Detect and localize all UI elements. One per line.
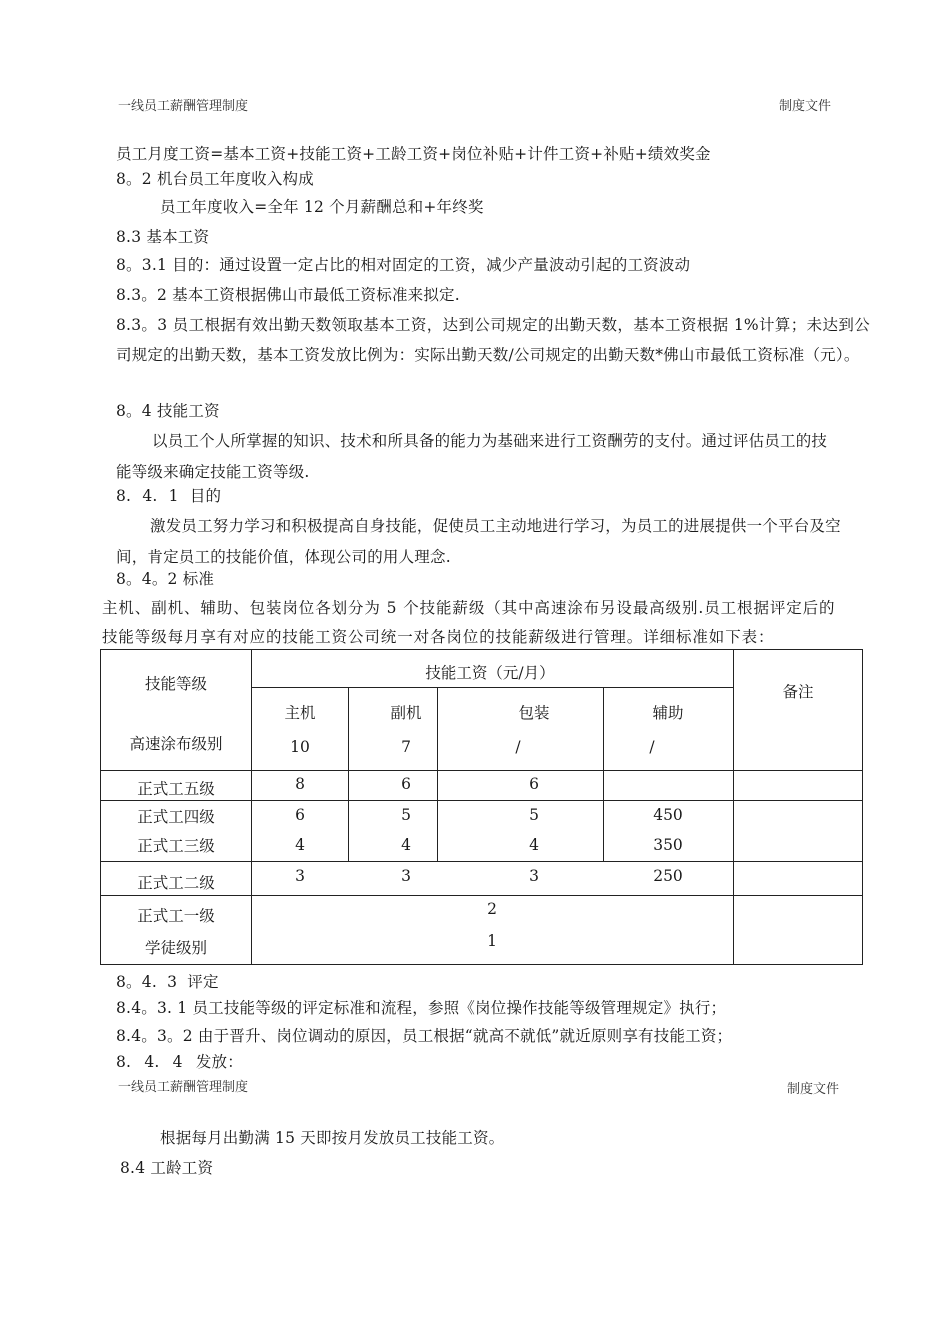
- section-8-4-3-2: 8.4。3。2 由于晋升、岗位调动的原因，员工根据“就高不就低”就近原则享有技能工资；: [116, 1027, 733, 1045]
- formula-monthly: 员工月度工资=基本工资+技能工资+工龄工资+岗位补贴+计件工资+补贴+绩效奖金: [116, 145, 711, 163]
- row-label-high-speed: 高速涂布级别: [129, 735, 223, 753]
- cell-value: 4: [529, 836, 539, 854]
- row-label-level-5: 正式工五级: [137, 780, 215, 798]
- header-doc-type: 制度文件: [779, 99, 832, 114]
- row-label-level-4: 正式工四级: [137, 808, 215, 826]
- section-8-4-title: 8。4 技能工资: [116, 402, 220, 420]
- cell-merged-value: 1: [487, 932, 497, 950]
- column-auxiliary: 辅助: [652, 704, 684, 722]
- cell-value: /: [515, 738, 521, 756]
- header-skill-wage: 技能工资（元/月）: [425, 664, 555, 682]
- section-8-3-2: 8.3。2 基本工资根据佛山市最低工资标准来拟定.: [116, 286, 460, 304]
- row-label-apprentice: 学徒级别: [144, 939, 208, 957]
- table-line-row3: [100, 861, 863, 862]
- table-col-line-1: [251, 649, 252, 965]
- header-skill-level: 技能等级: [144, 675, 208, 693]
- cell-value: 3: [295, 867, 305, 885]
- table-line-row4: [100, 895, 863, 896]
- cell-value: 350: [653, 836, 683, 854]
- section-8-4-4-title: 8. 4. 4 发放：: [116, 1053, 243, 1071]
- row-label-level-2: 正式工二级: [137, 874, 215, 892]
- section-8-4-seniority-title: 8.4 工龄工资: [120, 1159, 214, 1177]
- table-line-subheader: [251, 687, 733, 688]
- table-border-bottom: [100, 964, 863, 965]
- row-label-level-3: 正式工三级: [137, 837, 215, 855]
- cell-value: 4: [295, 836, 305, 854]
- table-border-top: [100, 649, 863, 650]
- payment-rule: 根据每月出勤满 15 天即按月发放员工技能工资。: [160, 1129, 505, 1147]
- section-8-2-title: 8。2 机台员工年度收入构成: [116, 170, 314, 188]
- cell-value: 8: [295, 775, 305, 793]
- section-8-3-1: 8。3.1 目的：通过设置一定占比的相对固定的工资，减少产量波动引起的工资波动: [116, 256, 691, 274]
- section-8-4-2-title: 8。4。2 标准: [116, 570, 215, 588]
- section-8-3-3: 8.3。3 员工根据有效出勤天数领取基本工资，达到公司规定的出勤天数，基本工资根据 1%计算；未达到公司规定的出勤天数，基本工资发放比例为：实际出勤天数/公司规定的出勤天数*佛山市最低工资标准（元）。: [116, 316, 870, 364]
- table-line-row2: [100, 800, 863, 801]
- cell-value: 5: [401, 806, 411, 824]
- header-title: 一线员工薪酬管理制度: [118, 99, 249, 114]
- cell-value: 3: [529, 867, 539, 885]
- header-note: 备注: [782, 683, 814, 701]
- cell-value: 5: [529, 806, 539, 824]
- column-packaging: 包装: [518, 704, 550, 722]
- table-col-line-2: [348, 687, 349, 861]
- table-border-right: [862, 649, 863, 965]
- row-label-level-1: 正式工一级: [137, 907, 215, 925]
- column-sub-machine: 副机: [390, 704, 422, 722]
- section-8-4-2-line1: 主机、副机、辅助、包装岗位各划分为 5 个技能薪级（其中高速涂布另设最高级别.员工根据评定后的: [102, 599, 836, 617]
- cell-value: 7: [401, 738, 411, 756]
- footer-doc-type: 制度文件: [787, 1082, 840, 1097]
- table-col-line-3: [437, 687, 438, 861]
- cell-value: 4: [401, 836, 411, 854]
- column-main-machine: 主机: [284, 704, 316, 722]
- section-8-4-1-text: 激发员工努力学习和积极提高自身技能，促使员工主动地进行学习，为员工的进展提供一个平台及空间，肯定员工的技能价值，体现公司的用人理念.: [116, 517, 841, 566]
- cell-value: 6: [529, 775, 539, 793]
- cell-value: 10: [290, 738, 310, 756]
- cell-value: /: [649, 738, 655, 756]
- cell-value: 450: [653, 806, 683, 824]
- section-8-4-2-line2: 技能等级每月享有对应的技能工资公司统一对各岗位的技能薪级进行管理。详细标准如下表：: [102, 628, 775, 646]
- table-border-left: [100, 649, 101, 965]
- table-col-line-4: [603, 687, 604, 861]
- section-8-4-1-title: 8. 4. 1 目的: [116, 487, 222, 505]
- section-8-4-3-1: 8.4。3. 1 员工技能等级的评定标准和流程，参照《岗位操作技能等级管理规定》执行；: [116, 999, 727, 1017]
- cell-value: 6: [295, 806, 305, 824]
- cell-value: 3: [401, 867, 411, 885]
- section-8-4-3-title: 8。4. 3 评定: [116, 973, 219, 991]
- footer-title: 一线员工薪酬管理制度: [118, 1080, 249, 1095]
- section-8-3-title: 8.3 基本工资: [116, 228, 210, 246]
- table-col-line-5: [733, 649, 734, 965]
- formula-annual: 员工年度收入=全年 12 个月薪酬总和+年终奖: [160, 198, 484, 216]
- table-line-row1: [100, 770, 863, 771]
- cell-value: 250: [653, 867, 683, 885]
- section-8-4-intro: 以员工个人所掌握的知识、技术和所具备的能力为基础来进行工资酬劳的支付。通过评估员工的技能等级来确定技能工资等级.: [116, 432, 828, 481]
- cell-value: 6: [401, 775, 411, 793]
- cell-merged-value: 2: [487, 900, 497, 918]
- skill-wage-table: [100, 649, 863, 965]
